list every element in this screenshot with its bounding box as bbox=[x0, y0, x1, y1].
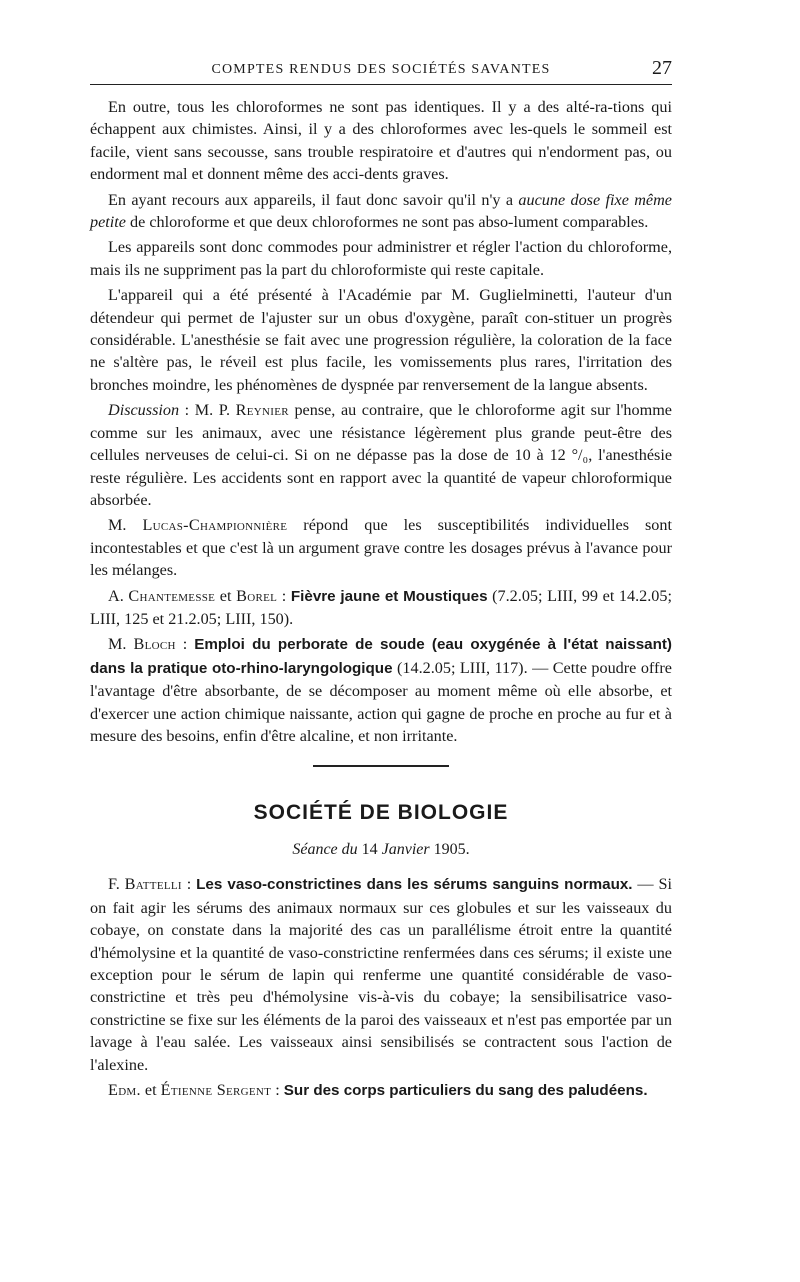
author-name: Borel bbox=[236, 586, 278, 605]
section-title: SOCIÉTÉ DE BIOLOGIE bbox=[253, 801, 509, 825]
paragraph-appareils-commodes: Les appareils sont donc commodes pour administrer et régler l'action du chloroforme, mais ils ne suppriment pas la part du chloroformiste qui reste capitale. bbox=[90, 238, 672, 279]
article-title: Fièvre jaune et Moustiques bbox=[290, 587, 488, 605]
paragraph-discussion-reynier bbox=[90, 399, 672, 511]
text-run: F. bbox=[108, 875, 125, 894]
paragraph-battelli bbox=[90, 873, 672, 1076]
text-run: de chloroforme et que deux chloroformes ne sont pas abso-lument comparables. bbox=[125, 213, 649, 232]
text-run: pense, au contraire, que le chloroforme agit sur l'homme comme sur les animaux, avec une résistance légèrement plus grande peut-être des cellules nerveuses de celui-ci. Si on ne dépasse pas la dose de 10 à 12 °/₀, l'anesthésie reste régulière. Les accidents sont en rapport avec la quantité de vapeur chloroformique absorbée. bbox=[90, 401, 672, 509]
paragraph-guglielminetti: L'appareil qui a été présenté à l'Académie par M. Guglielminetti, l'auteur d'un détendeur qui permet de l'ajuster sur un obus d'oxygène, paraît con-stituer un progrès considérable. L'anesthésie se fait avec une progression régulière, la coloration de la face ne s'altère pas, le réveil est plus facile, les vomissements plus rares, l'irritation des bronches moindre, les phénomènes de dyspnée par renversement de la langue absents. bbox=[90, 286, 672, 394]
session-year: 1905. bbox=[433, 841, 470, 859]
text-run: M. bbox=[108, 516, 143, 535]
paragraph-bloch bbox=[90, 633, 672, 747]
session-day: 14 bbox=[361, 841, 378, 859]
paragraph-lucas-championniere bbox=[90, 514, 672, 581]
text-run: : bbox=[181, 875, 197, 894]
author-name: Reynier bbox=[235, 401, 289, 420]
running-title: COMPTES RENDUS DES SOCIÉTÉS SAVANTES bbox=[211, 62, 551, 77]
article-title: Sur des corps particuliers du sang des paludéens. bbox=[283, 1082, 648, 1100]
text-run: et bbox=[140, 1081, 161, 1100]
paragraph-chloroformes: En outre, tous les chloroformes ne sont pas identiques. Il y a des alté-ra-tions qui échappent aux chimistes. Ainsi, il y a des chloroformes avec les-quels le sommeil est facile, vient sans secousse, sans trouble respiratoire et d'autres qui n'endorment pas, ou endorment mal et donnent même des acci-dents graves. bbox=[90, 98, 672, 184]
page-header bbox=[90, 57, 672, 84]
reference-text: (7.2.05; LIII, 99 et 14.2.05; LIII, 125 et 21.2.05; LIII, 150). bbox=[90, 586, 672, 628]
text-run: M. bbox=[108, 635, 134, 654]
paragraph-chantemesse-borel bbox=[90, 585, 672, 631]
text-run: et bbox=[215, 586, 237, 605]
section-divider bbox=[313, 765, 449, 767]
header-rule bbox=[90, 84, 672, 85]
session-date bbox=[90, 841, 672, 859]
text-run: : bbox=[175, 635, 195, 654]
discussion-label: Discussion bbox=[108, 401, 180, 420]
text-run: En ayant recours aux appareils, il faut donc savoir qu'il n'y a bbox=[108, 190, 519, 209]
text-run: — Si on fait agir les sérums des animaux normaux sur ces globules et sur les vaisseaux du cobaye, on constate dans la majorité des cas un parallélisme étroit entre la quantité d'hémolysine et la quantité de vaso-constrictine renfermées dans ces sérums; il existe une exception pour le sérum de lapin qui renferme une quantité considérable de vaso-constrictine et très peu d'hémolysine vis-à-vis du cobaye; la sensibilisatrice vaso-constrictine se fixe sur les éléments de la paroi des vaisseaux et n'est pas emportée par un lavage à l'eau salée. Les vaisseaux ainsi sensibilisés se contractent sous l'action de l'alexine. bbox=[90, 875, 673, 1074]
author-name: Lucas-Championnière bbox=[142, 516, 288, 535]
paragraph-appareils-dose bbox=[90, 189, 672, 234]
reference-text: (14.2.05; LIII, 117). — Cette poudre offre l'avantage d'être absorbante, de se décomposer au moment même où elle absorbe, et d'exercer une action chimique naissante, action qui gagne de proche en proche au fur et à mesure des besoins, enfin d'être alcaline, et non irritante. bbox=[90, 658, 672, 745]
author-name: Chantemesse bbox=[128, 586, 216, 605]
text-run: A. bbox=[108, 586, 129, 605]
author-name: Battelli bbox=[124, 875, 182, 894]
page-number: 27 bbox=[652, 57, 672, 79]
text-run: : bbox=[271, 1081, 284, 1100]
author-name: Étienne Sergent bbox=[160, 1081, 272, 1100]
session-label: Séance du bbox=[292, 841, 358, 859]
author-name: Edm. bbox=[108, 1081, 141, 1100]
text-run: : M. P. bbox=[179, 401, 236, 420]
article-title: Emploi du perborate de soude (eau oxygénée à l'état naissant) dans la pratique oto-rhino-laryngologique bbox=[90, 636, 672, 677]
article-title: Les vaso-constrictines dans les sérums sanguins normaux. bbox=[196, 876, 633, 894]
italic-phrase: aucune dose fixe même petite bbox=[90, 190, 672, 232]
text-run: : bbox=[277, 586, 291, 605]
page-body bbox=[90, 96, 672, 1105]
paragraph-sergent bbox=[90, 1079, 672, 1102]
session-month: Janvier bbox=[381, 841, 430, 859]
author-name: Bloch bbox=[133, 635, 176, 654]
text-run: répond que les susceptibilités individuelles sont incontestables et que c'est là un argument grave contre les dosages prévus à l'avance pour les mélanges. bbox=[90, 516, 672, 580]
